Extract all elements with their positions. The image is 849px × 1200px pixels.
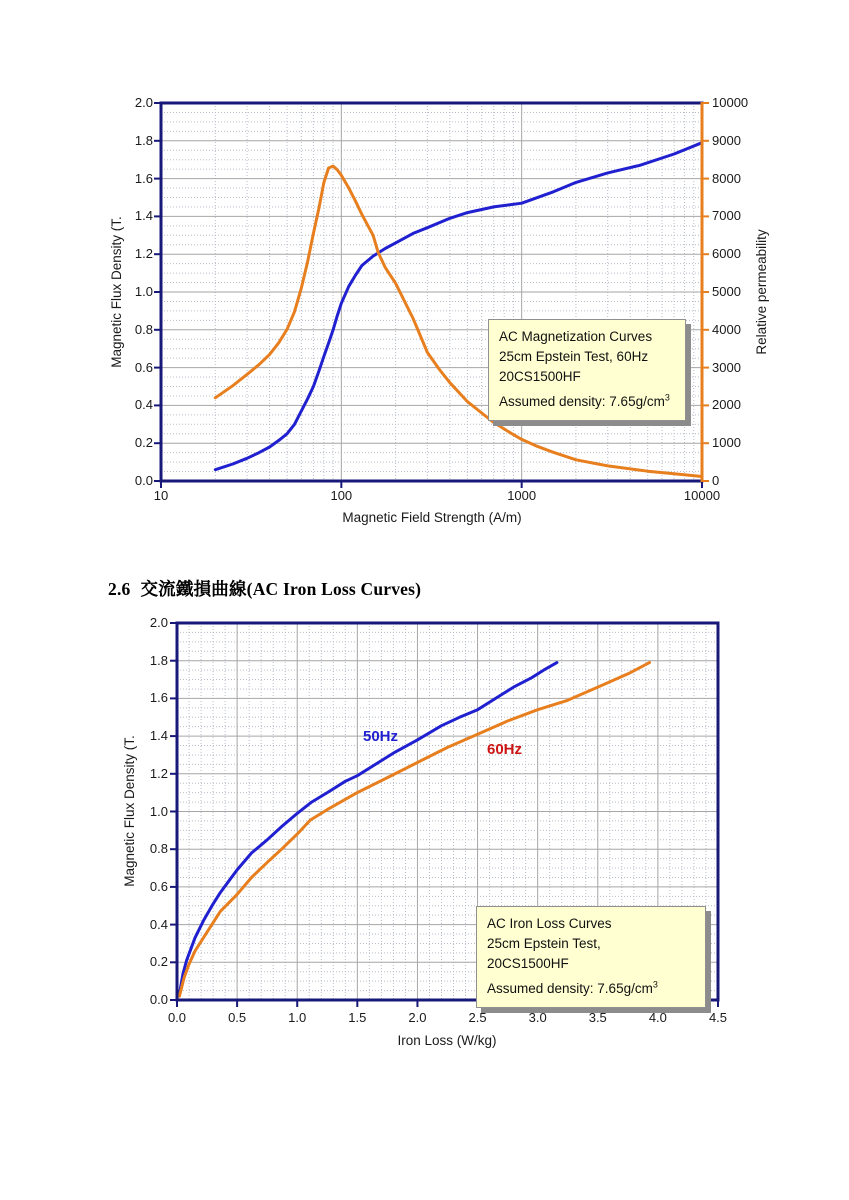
top-chart-y-left-tick-label: 0.4 xyxy=(134,397,153,413)
bottom-chart-annotation-box xyxy=(476,906,706,1008)
annotation-line: AC Magnetization Curves xyxy=(499,329,653,344)
top-chart-x-tick-label: 100 xyxy=(330,488,353,503)
annotation-density-line: Assumed density: $7.65g/cm^3$ xyxy=(499,392,670,409)
top-chart-y-left-tick-label: 1.4 xyxy=(134,208,153,224)
annotation-line: 25cm Epstein Test, xyxy=(487,936,601,951)
section-title: 交流鐵損曲線(AC Iron Loss Curves) xyxy=(140,579,422,599)
top-chart-y-left-axis-title: Magnetic Flux Density (T. xyxy=(109,216,124,368)
bottom-chart-y-tick-label: 1.2 xyxy=(149,765,168,781)
top-chart-y-right-tick-label: 0 xyxy=(712,473,720,488)
top-chart-y-right-tick-label: 4000 xyxy=(712,321,741,337)
bottom-chart-y-tick-label: 1.0 xyxy=(149,803,168,819)
annotation-line: 20CS1500HF xyxy=(487,956,569,971)
annotation-line: AC Iron Loss Curves xyxy=(487,916,612,931)
bottom-chart-x-tick-label: 4.5 xyxy=(708,1010,728,1025)
top-chart-y-left-tick-label: 1.2 xyxy=(134,246,153,262)
bottom-chart-y-tick-label: 1.6 xyxy=(149,690,168,706)
section-heading xyxy=(108,576,421,601)
top-chart-y-right-tick-label: 1000 xyxy=(712,435,741,451)
top-chart xyxy=(154,102,709,488)
top-chart-x-tick-label: 10000 xyxy=(683,488,721,503)
annotation-density-line: Assumed density: $7.65g/cm^3$ xyxy=(487,979,658,996)
top-chart-y-left-tick-label: 0.6 xyxy=(134,359,153,375)
top-chart-y-right-tick-label: 5000 xyxy=(712,284,741,299)
top-chart-y-left-tick-label: 1.0 xyxy=(134,284,153,299)
top-chart-annotation-box xyxy=(488,319,686,421)
top-chart-y-right-tick-label: 9000 xyxy=(712,132,741,148)
top-chart-y-right-tick-label: 6000 xyxy=(712,246,741,262)
top-chart-y-left-tick-label: 2.0 xyxy=(134,95,153,110)
top-chart-y-left-tick-label: 0.8 xyxy=(134,321,153,337)
bottom-chart-y-tick-label: 1.8 xyxy=(149,652,168,668)
curve-label-50hz: 50Hz xyxy=(363,728,399,745)
bottom-chart-y-tick-label: 0.2 xyxy=(149,954,168,970)
superscript-3: 3 xyxy=(664,392,670,403)
bottom-chart-x-tick-label: 0.5 xyxy=(228,1010,247,1025)
bottom-chart-y-tick-label: 0.0 xyxy=(149,992,168,1007)
top-chart-y-right-tick-label: 2000 xyxy=(712,397,741,413)
bottom-chart-y-tick-label: 0.6 xyxy=(149,878,168,894)
bottom-chart-x-tick-label: 1.5 xyxy=(348,1010,367,1025)
bottom-chart-y-tick-label: 0.4 xyxy=(149,916,168,932)
bottom-chart-y-axis-title: Magnetic Flux Density (T. xyxy=(122,735,137,887)
bottom-chart-x-tick-label: 1.0 xyxy=(288,1010,307,1025)
bottom-chart-y-tick-label: 2.0 xyxy=(149,615,168,630)
bottom-chart-x-axis-title: Iron Loss (W/kg) xyxy=(397,1033,497,1048)
bottom-chart-x-tick-label: 0.0 xyxy=(167,1010,187,1025)
top-chart-y-left-tick-label: 1.6 xyxy=(134,170,153,186)
top-chart-y-right-tick-label: 7000 xyxy=(712,208,741,224)
annotation-line: 25cm Epstein Test, 60Hz xyxy=(499,349,649,364)
section-number: 2.6 xyxy=(108,579,131,599)
curve-label-60hz: 60Hz xyxy=(487,741,523,758)
bottom-chart-x-tick-label: 3.0 xyxy=(528,1010,547,1025)
bottom-chart-x-tick-label: 2.5 xyxy=(468,1010,487,1025)
bottom-chart-y-tick-label: 0.8 xyxy=(149,841,168,857)
top-chart-y-right-tick-label: 3000 xyxy=(712,359,741,375)
bottom-chart-x-tick-label: 2.0 xyxy=(408,1010,427,1025)
top-chart-y-right-tick-label: 10000 xyxy=(712,95,749,110)
bottom-chart-x-tick-label: 3.5 xyxy=(588,1010,607,1025)
top-chart-x-tick-label: 10 xyxy=(153,488,169,503)
top-chart-y-left-tick-label: 1.8 xyxy=(134,132,153,148)
superscript-3: 3 xyxy=(652,979,658,990)
top-chart-y-left-tick-label: 0.2 xyxy=(134,435,153,451)
top-chart-y-right-axis-title: Relative permeability xyxy=(754,229,769,355)
bottom-chart-y-tick-label: 1.4 xyxy=(149,728,168,744)
top-chart-y-left-tick-label: 0.0 xyxy=(134,473,153,488)
top-chart-y-right-tick-label: 8000 xyxy=(712,170,741,186)
top-chart-x-tick-label: 1000 xyxy=(507,488,537,503)
top-chart-x-axis-title: Magnetic Field Strength (A/m) xyxy=(342,510,522,525)
annotation-line: 20CS1500HF xyxy=(499,369,581,384)
bottom-chart-x-tick-label: 4.0 xyxy=(648,1010,667,1025)
